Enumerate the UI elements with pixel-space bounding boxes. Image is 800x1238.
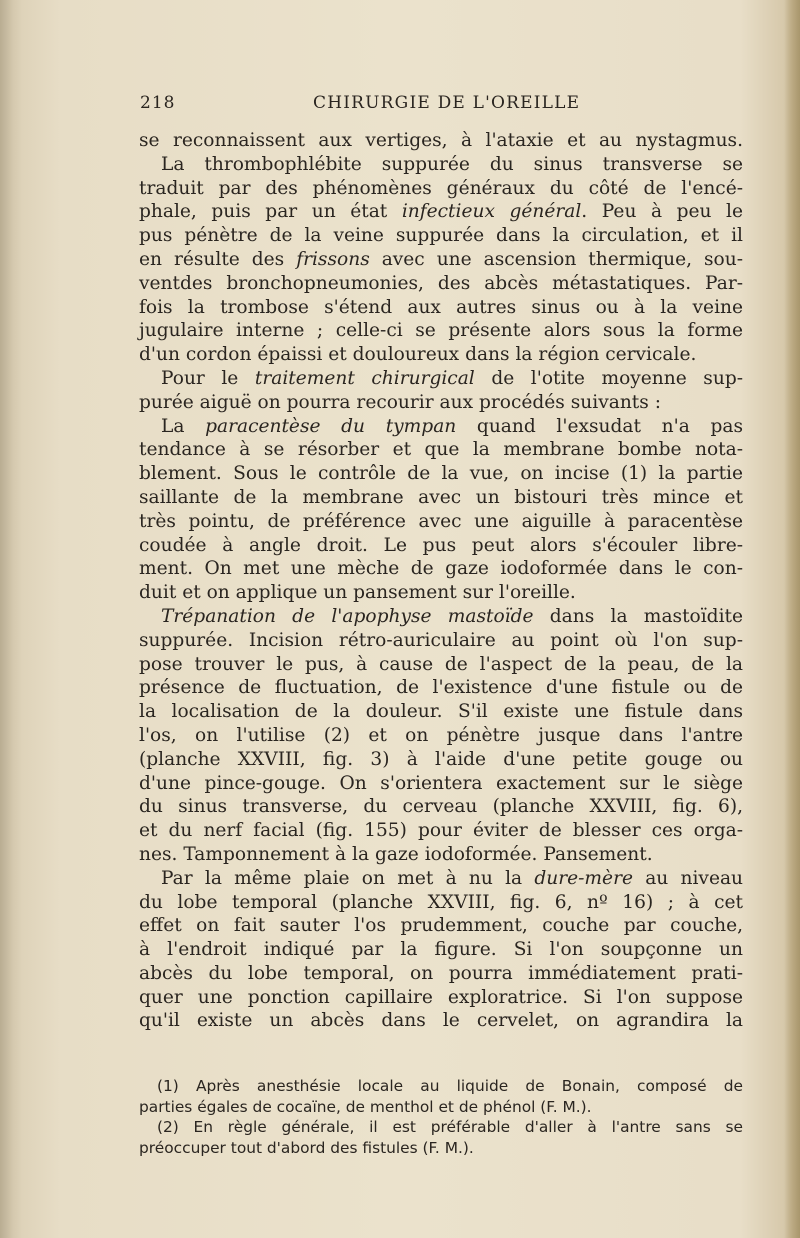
text-line [139, 438, 743, 462]
text-run: présence de fluctuation, de l'existence d'une fistule ou de [139, 677, 743, 699]
text-run: . Peu à peu le [581, 201, 743, 223]
text-run: tendance à se résorber et que la membrane bombe nota- [139, 439, 743, 461]
page-edge [784, 0, 800, 1238]
page-number: 218 [140, 93, 176, 113]
text-run: traduit par des phénomènes généraux du côté de l'encé- [139, 177, 743, 199]
text-run: La [161, 415, 206, 437]
text-line [139, 962, 743, 986]
text-line [139, 891, 743, 915]
text-line [139, 1009, 743, 1033]
text-run: blement. Sous le contrôle de la vue, on incise (1) la partie [139, 463, 743, 485]
footnote-line: (2) En règle générale, il est préférable d'aller à l'antre sans se [157, 1118, 743, 1137]
italic-term: paracentèse du tympan [205, 415, 457, 437]
italic-term: Trépanation de l'apophyse mastoïde [161, 605, 534, 627]
text-run: l'os, on l'utilise (2) et on pénètre jusque dans l'antre [139, 724, 743, 746]
text-run: dans la mastoïdite [533, 605, 744, 627]
text-line [139, 224, 743, 248]
text-line [139, 200, 743, 224]
text-run: Pour le [161, 367, 255, 389]
text-line [139, 272, 743, 296]
footnotes [139, 1076, 743, 1158]
text-run: Par la même plaie on met à nu la [161, 867, 535, 889]
text-run: coudée à angle droit. Le pus peut alors s'écouler libre- [139, 534, 743, 556]
text-run: saillante de la membrane avec un bistouri très mince et [139, 486, 743, 508]
text-run: phale, puis par un état [139, 201, 402, 223]
text-line [139, 819, 743, 843]
text-line [139, 486, 743, 510]
footnote-line: (1) Après anesthésie locale au liquide de Bonain, composé de [157, 1077, 743, 1095]
text-run: se reconnaissent aux vertiges, à l'ataxie et au nystagmus. [139, 130, 743, 151]
text-line [139, 319, 743, 343]
text-run: ment. On met une mèche de gaze iodoformée dans le con- [139, 558, 743, 580]
text-run: nes. Tamponnement à la gaze iodoformée. Pansement. [139, 843, 653, 865]
footnote-line: préoccuper tout d'abord des fistules (F. M.). [139, 1138, 474, 1157]
text-line [139, 867, 743, 891]
text-run: fois la trombose s'étend aux autres sinus ou à la veine [139, 296, 743, 318]
text-line [139, 843, 743, 867]
text-line [139, 367, 743, 391]
text-line [139, 391, 743, 415]
text-run: duit et on applique un pansement sur l'oreille. [139, 582, 576, 604]
italic-term: infectieux général [401, 201, 582, 223]
text-run: La thrombophlébite suppurée du sinus transverse se [161, 153, 743, 175]
text-run: quer une ponction capillaire exploratrice. Si l'on suppose [139, 986, 743, 1008]
text-run: (planche XXVIII, fig. 3) à l'aide d'une petite gouge ou [139, 748, 743, 770]
text-run: au niveau [632, 867, 744, 889]
text-line [139, 629, 743, 653]
text-run: très pointu, de préférence avec une aiguille à paracentèse [139, 510, 743, 532]
text-run: effet on fait sauter l'os prudemment, couche par couche, [139, 915, 743, 937]
text-run: et du nerf facial (fig. 155) pour éviter de blesser ces orga- [139, 820, 743, 842]
text-line [139, 676, 743, 700]
text-line [139, 153, 743, 177]
italic-term: frissons [296, 248, 370, 270]
text-run: du sinus transverse, du cerveau (planche XXVIII, fig. 6), [139, 796, 743, 818]
text-line [139, 700, 743, 724]
running-head: CHIRURGIE DE L'OREILLE [313, 93, 581, 113]
text-run: à l'endroit indiqué par la figure. Si l'on soupçonne un [139, 939, 743, 961]
text-run: d'une pince-gouge. On s'orientera exactement sur le siège [139, 772, 743, 794]
body-text [139, 129, 743, 1033]
text-run: quand l'exsudat n'a pas [456, 415, 743, 437]
text-line [139, 724, 743, 748]
text-run: purée aiguë on pourra recourir aux procédés suivants : [139, 391, 661, 413]
text-run: pus pénètre de la veine suppurée dans la circulation, et il [139, 225, 743, 247]
text-run: qu'il existe un abcès dans le cervelet, on agrandira la [139, 1010, 743, 1032]
text-run: de l'otite moyenne sup- [474, 367, 744, 389]
text-line [139, 772, 743, 796]
text-line [139, 653, 743, 677]
text-line [139, 605, 743, 629]
text-run: du lobe temporal (planche XXVIII, fig. 6, nº 16) ; à cet [139, 891, 743, 913]
text-line [139, 581, 743, 605]
text-run: d'un cordon épaissi et douloureux dans la région cervicale. [139, 344, 697, 366]
text-run: ventdes bronchopneumonies, des abcès métastatiques. Par- [139, 272, 743, 294]
footnote-line: parties égales de cocaïne, de menthol et de phénol (F. M.). [139, 1097, 592, 1116]
italic-term: traitement chirurgical [254, 367, 475, 389]
text-line [139, 248, 743, 272]
text-line [139, 914, 743, 938]
text-run: jugulaire interne ; celle-ci se présente alors sous la forme [139, 320, 743, 342]
italic-term: dure-mère [534, 867, 633, 889]
text-run: avec une ascension thermique, sou- [369, 248, 743, 270]
text-line [139, 938, 743, 962]
text-line [139, 343, 743, 367]
text-line [139, 177, 743, 201]
text-line [139, 296, 743, 320]
text-line [139, 748, 743, 772]
text-line [139, 986, 743, 1010]
text-run: abcès du lobe temporal, on pourra immédiatement prati- [139, 962, 743, 984]
text-run: en résulte des [139, 248, 297, 270]
page-header [140, 93, 740, 119]
text-line [139, 129, 743, 153]
text-line [139, 462, 743, 486]
text-run: suppurée. Incision rétro-auriculaire au point où l'on sup- [139, 629, 743, 651]
text-line [139, 795, 743, 819]
text-run: la localisation de la douleur. S'il existe une fistule dans [139, 701, 743, 723]
text-run: pose trouver le pus, à cause de l'aspect de la peau, de la [139, 653, 743, 675]
text-line [139, 510, 743, 534]
binding-gutter [0, 0, 22, 1238]
text-line [139, 415, 743, 439]
text-line [139, 557, 743, 581]
text-line [139, 534, 743, 558]
